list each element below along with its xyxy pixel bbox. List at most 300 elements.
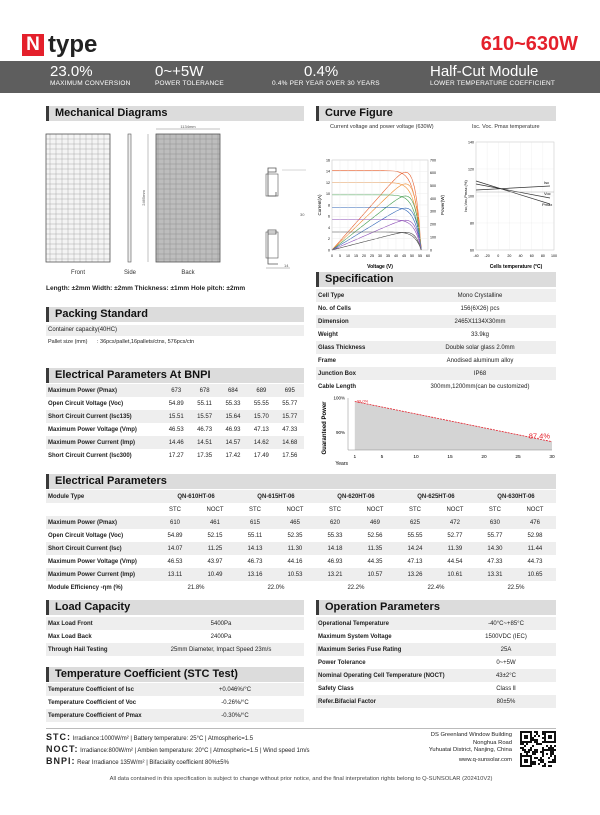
section-load: Load Capacity xyxy=(46,600,304,615)
bnpi-value: 684 xyxy=(219,384,247,397)
iv-y-tick-right: 500 xyxy=(430,184,436,189)
electrical-value: 55.33 xyxy=(327,532,343,539)
condition-label: STC xyxy=(248,506,261,513)
condition-label: NOCT xyxy=(366,506,384,513)
warranty-x-tick: 30 xyxy=(549,455,555,460)
dim-30: 30 xyxy=(300,212,305,217)
bnpi-row xyxy=(46,436,304,449)
temp-x-tick: 20 xyxy=(507,254,512,258)
electrical-value: 11.44 xyxy=(514,542,556,555)
electrical-value: 52.56 xyxy=(367,532,383,539)
bnpi-value: 46.73 xyxy=(197,426,213,433)
load-value: 25mm Diameter, Impact Speed 23m/s xyxy=(138,643,304,656)
electrical-value: 630 xyxy=(476,516,514,529)
operation-value: 80±5% xyxy=(456,695,556,708)
iv-x-tick: 50 xyxy=(410,254,414,258)
bnpi-line: BNPI: Rear Irradiance 135W/m² | Bifaciality coefficient 80%±5% xyxy=(46,756,229,766)
back-view xyxy=(156,134,220,262)
electrical-header-row xyxy=(46,490,556,503)
section-electrical: Electrical Parameters xyxy=(46,474,556,489)
bnpi-value: 55.11 xyxy=(197,400,212,407)
spec-table xyxy=(316,289,556,393)
iv-y-tick-left: 4 xyxy=(328,225,330,230)
electrical-value: 472 xyxy=(434,516,476,529)
operation-label: Refer.Bifacial Factor xyxy=(316,695,456,708)
bnpi-value: 55.33 xyxy=(225,400,241,407)
logo-word: type xyxy=(48,31,98,58)
spec-label: Junction Box xyxy=(316,367,404,380)
section-curve: Curve Figure xyxy=(316,106,556,121)
electrical-label: Maximum Power Current (Imp) xyxy=(46,568,156,581)
operation-value: -40°C~+85°C xyxy=(456,617,556,630)
temp-y-tick: 80 xyxy=(470,221,474,226)
iv-ylabel-left: Current(A) xyxy=(317,194,322,216)
warranty-x-tick: 5 xyxy=(380,455,384,460)
temp-y-tick: 100 xyxy=(468,194,474,199)
iv-x-tick: 15 xyxy=(354,254,358,258)
operation-label: Operational Temperature xyxy=(316,617,456,630)
bnpi-value: 14.46 xyxy=(162,436,190,449)
iv-x-tick: 0 xyxy=(331,254,333,258)
noct-line: NOCT: Irradiance:800W/m² | Ambien temperature: 20°C | Atmospheric=1.5 | Wind speed 1m/s xyxy=(46,744,310,754)
website-link[interactable]: www.q-sunsolar.com xyxy=(458,756,512,763)
electrical-value: 11.30 xyxy=(274,542,316,555)
efficiency-value: 22.5% xyxy=(507,584,525,591)
electrical-value: 44.35 xyxy=(367,558,383,565)
bnpi-value: 678 xyxy=(190,384,218,397)
spec-label: Dimension xyxy=(316,315,404,328)
electrical-value: 55.55 xyxy=(407,532,423,539)
pallet-size: Pallet size (mm) : 36pcs/pallet,16pallets/ctns, 576pcs/ctn xyxy=(48,339,195,345)
condition-label: STC xyxy=(328,506,341,513)
temp-x-tick: -40 xyxy=(473,254,479,258)
model-name: QN-620HT-06 xyxy=(316,490,396,503)
iv-y-tick-left: 14 xyxy=(326,169,330,174)
stat-efficiency: 23.0% MAXIMUM CONVERSION xyxy=(50,63,131,87)
electrical-value: 13.21 xyxy=(316,568,354,581)
iv-x-tick: 60 xyxy=(426,254,430,258)
electrical-value: 52.77 xyxy=(447,532,463,539)
iv-power-curve xyxy=(332,208,421,250)
bnpi-table xyxy=(46,384,304,462)
bnpi-label: Short Circuit Current (Isc300) xyxy=(48,452,132,459)
electrical-value: 465 xyxy=(274,516,316,529)
warranty-x-tick: 15 xyxy=(447,455,453,460)
electrical-value: 13.16 xyxy=(236,568,274,581)
tempcoef-value: +0.046%/°C xyxy=(166,683,304,696)
operation-label: Nominal Operating Cell Temperature (NOCT) xyxy=(316,669,456,682)
iv-x-tick: 25 xyxy=(370,254,374,258)
load-row xyxy=(46,643,304,656)
bnpi-value: 673 xyxy=(162,384,190,397)
electrical-value: 46.53 xyxy=(167,558,183,565)
electrical-value: 10.61 xyxy=(434,568,476,581)
efficiency-value: 22.2% xyxy=(347,584,365,591)
section-bnpi: Electrical Parameters At BNPI xyxy=(46,368,304,383)
temp-x-tick: 60 xyxy=(529,254,534,258)
bnpi-value: 47.33 xyxy=(282,426,298,433)
bnpi-value: 15.64 xyxy=(219,410,247,423)
mechanical-drawing xyxy=(44,124,308,280)
electrical-value: 14.13 xyxy=(236,542,274,555)
bnpi-row xyxy=(46,423,304,436)
warranty-area xyxy=(355,401,552,450)
tempcoef-table xyxy=(46,683,304,722)
efficiency-value: 21.8% xyxy=(187,584,205,591)
bnpi-value: 17.35 xyxy=(197,452,213,459)
efficiency-value: 22.0% xyxy=(267,584,285,591)
footer-conditions xyxy=(46,732,310,768)
electrical-row xyxy=(46,568,556,581)
electrical-value: 10.53 xyxy=(274,568,316,581)
model-name: QN-630HT-06 xyxy=(476,490,556,503)
iv-x-tick: 10 xyxy=(346,254,350,258)
efficiency-row xyxy=(46,581,556,594)
iv-y-tick-right: 400 xyxy=(430,196,436,201)
electrical-value: 14.07 xyxy=(156,542,194,555)
load-label: Max Load Back xyxy=(48,633,92,640)
power-range: 610~630W xyxy=(480,33,578,55)
model-name: QN-625HT-06 xyxy=(396,490,476,503)
operation-label: Maximum System Voltage xyxy=(318,633,392,640)
label-side: Side xyxy=(123,270,137,276)
disclaimer: All data contained in this specification is subject to change without prior notice, and the final interpretation rights belong to Q-SUNSOLAR (202410V2) xyxy=(109,776,493,782)
tempcoef-value: -0.30%/°C xyxy=(166,709,304,722)
electrical-value: 625 xyxy=(396,516,434,529)
operation-value: Class Ⅱ xyxy=(496,686,516,692)
spec-value: Double solar glass 2.0mm xyxy=(404,341,556,354)
electrical-label: Maximum Power (Pmax) xyxy=(46,516,156,529)
spec-label: Cell Type xyxy=(316,289,404,302)
iv-chart-title: Current voltage and power voltage (630W) xyxy=(330,124,434,130)
electrical-value: 10.49 xyxy=(194,568,236,581)
iv-y-tick-right: 300 xyxy=(430,209,436,214)
warranty-ylabel: Guaranteed Power xyxy=(322,401,328,455)
bnpi-value: 14.51 xyxy=(190,436,218,449)
load-value: 2400Pa xyxy=(210,633,232,640)
bnpi-row xyxy=(46,384,304,397)
dim-width: 1134mm xyxy=(180,124,196,129)
bnpi-label: Maximum Power Current (Imp) xyxy=(46,436,162,449)
spec-label: Glass Thickness xyxy=(316,341,404,354)
electrical-value: 610 xyxy=(156,516,194,529)
tolerance-note: Length: ±2mm Width: ±2mm Thickness: ±1mm Hole pitch: ±2mm xyxy=(46,285,246,292)
condition-label: NOCT xyxy=(526,506,544,513)
section-packing: Packing Standard xyxy=(46,307,304,322)
operation-row xyxy=(316,656,556,669)
iv-y-tick-left: 10 xyxy=(326,192,330,197)
electrical-row xyxy=(46,529,556,542)
electrical-label: Maximum Power Voltage (Vmp) xyxy=(48,558,137,565)
tempcoef-value: -0.26%/°C xyxy=(221,699,249,706)
temp-label-pmax: Pmax xyxy=(542,202,553,207)
bnpi-value: 15.51 xyxy=(162,410,190,423)
electrical-value: 46.73 xyxy=(247,558,263,565)
stc-line: STC: Irradiance:1000W/m² | Battery temperature: 25°C | Atmospheric=1.5 xyxy=(46,732,254,742)
operation-row xyxy=(316,682,556,695)
iv-xlabel: Voltage (V) xyxy=(367,264,393,270)
iv-x-tick: 20 xyxy=(362,254,366,258)
electrical-row xyxy=(46,555,556,568)
bnpi-value: 17.27 xyxy=(168,452,184,459)
electrical-value: 52.35 xyxy=(287,532,303,539)
operation-label: Maximum Series Fuse Rating xyxy=(316,643,456,656)
operation-label: Safety Class xyxy=(318,685,354,692)
bnpi-value: 46.53 xyxy=(168,426,184,433)
efficiency-value: 22.4% xyxy=(427,584,445,591)
warranty-xlabel: Years xyxy=(335,461,348,467)
bnpi-value: 689 xyxy=(247,384,275,397)
iv-x-tick: 55 xyxy=(418,254,422,258)
warranty-x-tick: 1 xyxy=(353,455,357,460)
iv-x-tick: 30 xyxy=(378,254,382,258)
section-specification: Specification xyxy=(316,272,556,287)
bnpi-label: Short Circuit Current (Isc135) xyxy=(46,410,162,423)
bnpi-value: 55.55 xyxy=(253,400,269,407)
electrical-subheader-row xyxy=(46,503,556,516)
efficiency-label: Module Efficiency -ηm (%) xyxy=(48,584,123,591)
tempcoef-label: Temperature Coefficient of Pmax xyxy=(46,709,166,722)
warranty-y-tick: 100% xyxy=(333,395,345,401)
electrical-value: 44.16 xyxy=(287,558,303,565)
electrical-value: 13.31 xyxy=(476,568,514,581)
spec-label: No. of Cells xyxy=(318,305,352,312)
spec-row xyxy=(316,341,556,354)
warranty-start-label: 99.0% xyxy=(356,398,369,404)
operation-row xyxy=(316,669,556,682)
operation-value: 43±2°C xyxy=(456,669,556,682)
electrical-value: 44.54 xyxy=(447,558,463,565)
spec-value: 2465X1134X30mm xyxy=(404,315,556,328)
load-table xyxy=(46,617,304,656)
bnpi-value: 14.57 xyxy=(219,436,247,449)
model-name: QN-610HT-06 xyxy=(156,490,236,503)
iv-y-tick-left: 0 xyxy=(328,248,330,253)
electrical-value: 469 xyxy=(354,516,396,529)
electrical-value: 11.39 xyxy=(434,542,476,555)
warranty-x-tick: 10 xyxy=(413,455,419,460)
iv-x-tick: 5 xyxy=(339,254,341,258)
electrical-value: 14.18 xyxy=(316,542,354,555)
bnpi-label: Maximum Power Voltage (Vmp) xyxy=(48,426,137,433)
electrical-value: 52.98 xyxy=(527,532,543,539)
section-operation: Operation Parameters xyxy=(316,600,556,615)
spec-row xyxy=(316,354,556,367)
electrical-value: 14.30 xyxy=(476,542,514,555)
address-block: DS Greenland Window Building Nonghua Road Yuhuatai District, Nanjing, China www.q-sunsolar.com xyxy=(402,732,512,764)
load-row xyxy=(46,617,304,630)
spec-value: IP68 xyxy=(404,367,556,380)
iv-y-tick-left: 12 xyxy=(326,180,330,185)
electrical-value: 47.13 xyxy=(407,558,423,565)
electrical-value: 10.57 xyxy=(354,568,396,581)
temp-x-tick: 80 xyxy=(540,254,545,258)
bnpi-row xyxy=(46,397,304,410)
tempcoef-row xyxy=(46,696,304,709)
operation-label: Power Tolerance xyxy=(318,659,366,666)
electrical-value: 620 xyxy=(316,516,354,529)
module-type-label: Module Type xyxy=(46,490,156,503)
bnpi-value: 15.77 xyxy=(276,410,304,423)
condition-label: STC xyxy=(168,506,181,513)
iv-y-tick-right: 200 xyxy=(430,222,436,227)
electrical-value: 615 xyxy=(236,516,274,529)
electrical-value: 11.25 xyxy=(194,542,236,555)
tempcoef-row xyxy=(46,709,304,722)
iv-y-tick-left: 2 xyxy=(328,237,330,242)
iv-x-tick: 35 xyxy=(386,254,390,258)
condition-label: STC xyxy=(408,506,421,513)
load-label: Max Load Front xyxy=(46,617,138,630)
warranty-x-tick: 20 xyxy=(481,455,487,460)
stat-tolerance: 0~+5W POWER TOLERANCE xyxy=(155,63,224,87)
spec-row xyxy=(316,315,556,328)
operation-value: 0~+5W xyxy=(496,659,516,666)
label-back: Back xyxy=(181,270,195,276)
electrical-value: 44.73 xyxy=(527,558,543,565)
warranty-x-tick: 25 xyxy=(515,455,521,460)
iv-x-tick: 40 xyxy=(394,254,398,258)
bnpi-value: 17.42 xyxy=(225,452,241,459)
logo-mark: N xyxy=(22,34,44,56)
stat-halfcut: Half-Cut Module LOWER TEMPERATURE COEFFICIENT xyxy=(430,63,556,87)
electrical-value: 47.33 xyxy=(487,558,503,565)
electrical-value: 13.26 xyxy=(396,568,434,581)
operation-value: 1500VDC (IEC) xyxy=(485,633,527,640)
tempcoef-label: Temperature Coefficient of Voc xyxy=(48,699,137,706)
temp-y-tick: 60 xyxy=(470,248,474,253)
electrical-value: 54.89 xyxy=(167,532,183,539)
electrical-row xyxy=(46,516,556,529)
container-capacity: Container capacity(40HC) xyxy=(46,325,304,336)
spec-label: Frame xyxy=(318,357,337,364)
operation-row xyxy=(316,695,556,708)
condition-label: NOCT xyxy=(286,506,304,513)
spec-label: Weight xyxy=(318,331,338,338)
bnpi-row xyxy=(46,410,304,423)
load-value: 5400Pa xyxy=(138,617,304,630)
iv-ylabel-right: Power(W) xyxy=(440,195,445,215)
temp-y-tick: 140 xyxy=(468,140,474,145)
load-row xyxy=(46,630,304,643)
spec-row xyxy=(316,328,556,341)
iv-y-tick-left: 6 xyxy=(328,214,330,219)
tempcoef-label: Temperature Coefficient of Isc xyxy=(46,683,166,696)
electrical-row xyxy=(46,542,556,555)
condition-label: NOCT xyxy=(446,506,464,513)
spec-row xyxy=(316,302,556,315)
bnpi-value: 46.93 xyxy=(225,426,241,433)
bnpi-value: 47.13 xyxy=(253,426,269,433)
operation-row xyxy=(316,643,556,656)
temp-x-tick: -20 xyxy=(484,254,490,258)
spec-value: 300mm,1200mm(can be customized) xyxy=(430,383,530,390)
bnpi-value: 15.70 xyxy=(247,410,275,423)
bnpi-row xyxy=(46,449,304,462)
iv-curve-chart xyxy=(316,132,454,272)
section-tempcoef: Temperature Coefficient (STC Test) xyxy=(46,667,304,682)
bnpi-value: 695 xyxy=(276,384,304,397)
bnpi-value: 14.62 xyxy=(247,436,275,449)
front-view xyxy=(46,134,110,262)
temp-x-tick: 40 xyxy=(518,254,523,258)
electrical-value: 11.35 xyxy=(354,542,396,555)
frame-profile-bottom xyxy=(268,230,278,264)
operation-row xyxy=(316,630,556,643)
electrical-value: 14.24 xyxy=(396,542,434,555)
electrical-value: 46.93 xyxy=(327,558,343,565)
model-name: QN-615HT-06 xyxy=(236,490,316,503)
blank-cell xyxy=(46,503,156,516)
bnpi-value: 17.49 xyxy=(253,452,269,459)
electrical-value: 55.11 xyxy=(247,532,263,539)
condition-label: STC xyxy=(488,506,501,513)
temp-label-isc: Isc xyxy=(544,180,550,185)
temp-chart-title: Isc. Voc. Pmax temperature xyxy=(472,124,540,130)
iv-y-tick-right: 100 xyxy=(430,235,436,240)
warranty-end-label: 87.4% xyxy=(528,431,550,441)
iv-y-tick-left: 8 xyxy=(328,203,330,208)
electrical-value: 43.97 xyxy=(207,558,223,565)
load-label: Through Hail Testing xyxy=(46,643,138,656)
spec-value: Mono Crystalline xyxy=(404,289,556,302)
stats-bar xyxy=(0,61,600,93)
iv-y-tick-left: 16 xyxy=(326,158,330,163)
electrical-label: Short Circuit Current (Isc) xyxy=(46,542,156,555)
iv-current-curve xyxy=(332,207,421,250)
electrical-value: 13.11 xyxy=(156,568,194,581)
operation-row xyxy=(316,617,556,630)
electrical-table xyxy=(46,490,556,594)
temp-y-tick: 120 xyxy=(468,167,474,172)
iv-y-tick-right: 0 xyxy=(430,248,432,253)
spec-value: 33.9kg xyxy=(470,331,489,338)
temp-ylabel: Isc,Voc,Pmax (%) xyxy=(463,180,468,212)
electrical-value: 476 xyxy=(514,516,556,529)
condition-label: NOCT xyxy=(206,506,224,513)
temp-x-tick: 0 xyxy=(497,254,500,258)
side-view xyxy=(128,134,131,262)
electrical-value: 10.65 xyxy=(514,568,556,581)
temperature-chart xyxy=(458,132,558,272)
frame-profile-top xyxy=(268,168,276,196)
stat-degradation: 0.4% 0.4% PER YEAR OVER 30 YEARS xyxy=(272,63,380,87)
temp-x-tick: 100 xyxy=(551,254,557,258)
spec-row xyxy=(316,289,556,302)
temp-label-voc: Voc xyxy=(544,191,551,196)
bnpi-label: Maximum Power (Pmax) xyxy=(46,384,162,397)
iv-x-tick: 45 xyxy=(402,254,406,258)
bnpi-value: 54.89 xyxy=(168,400,184,407)
operation-value: 25A xyxy=(456,643,556,656)
bnpi-value: 17.56 xyxy=(282,452,298,459)
label-front: Front xyxy=(70,270,86,276)
spec-value: Anodised aluminum alloy xyxy=(446,357,514,364)
dim-14: 14 xyxy=(284,263,289,268)
spec-value: 156(6X26) pcs xyxy=(460,305,500,312)
tempcoef-row xyxy=(46,683,304,696)
operation-table xyxy=(316,617,556,708)
section-mechanical: Mechanical Diagrams xyxy=(46,106,304,121)
spec-label: Cable Length xyxy=(318,383,357,390)
electrical-value: 52.15 xyxy=(207,532,223,539)
footer-divider xyxy=(46,728,556,729)
temp-xlabel: Cells temperature (°C) xyxy=(489,264,543,270)
iv-y-tick-right: 700 xyxy=(430,158,436,163)
dim-height: 2465mm xyxy=(141,190,146,206)
warranty-chart xyxy=(316,392,560,468)
warranty-y-tick: 90% xyxy=(335,430,345,436)
